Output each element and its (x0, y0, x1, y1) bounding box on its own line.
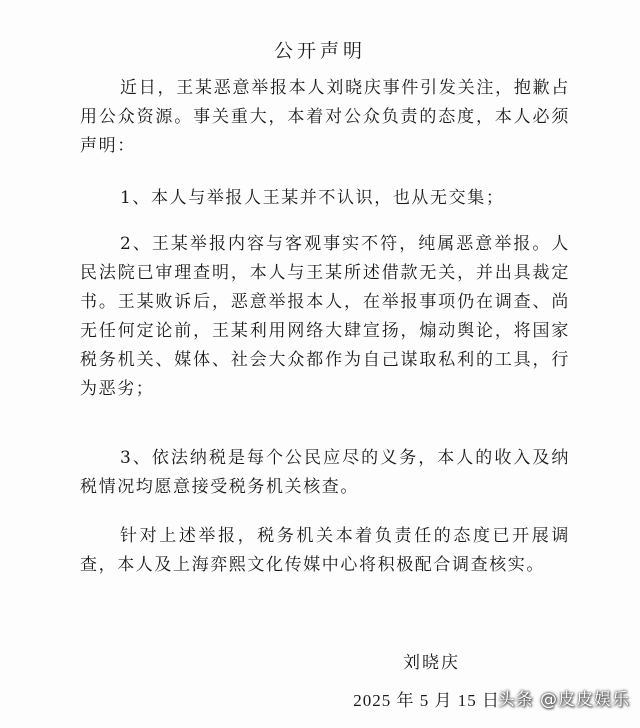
paragraph-point-2: 2、王某举报内容与客观事实不符，纯属恶意举报。人民法院已审理查明，本人与王某所述借款无关，并出具裁定书。王某败诉后，恶意举报本人，在举报事项仍在调查、尚无任何定论前，王某利用网络大肆宣扬，煽动舆论，将国家税务机关、媒体、社会大众都作为自己谋取私利的工具，行为恶劣； (80, 234, 570, 399)
paragraph-point-3: 3、依法纳税是每个公民应尽的义务，本人的收入及纳税情况均愿意接受税务机关核查。 (80, 448, 570, 497)
paragraph-conclusion: 针对上述举报，税务机关本着负责任的态度已开展调查，本人及上海弈熙文化传媒中心将积极配合调查核实。 (80, 526, 570, 575)
paragraph-point-1: 1、本人与举报人王某并不认识，也从无交集； (120, 188, 505, 208)
signature-name: 刘晓庆 (403, 653, 460, 673)
paragraph-intro: 近日，王某恶意举报本人刘晓庆事件引发关注，抱歉占用公众资源。事关重大，本着对公众负责的态度，本人必须声明： (80, 78, 570, 156)
document-title: 公开声明 (273, 40, 366, 62)
signature-date: 2025 年 5 月 15 日 (353, 691, 500, 710)
source-watermark: 头条 @皮皮娱乐 (497, 690, 630, 710)
